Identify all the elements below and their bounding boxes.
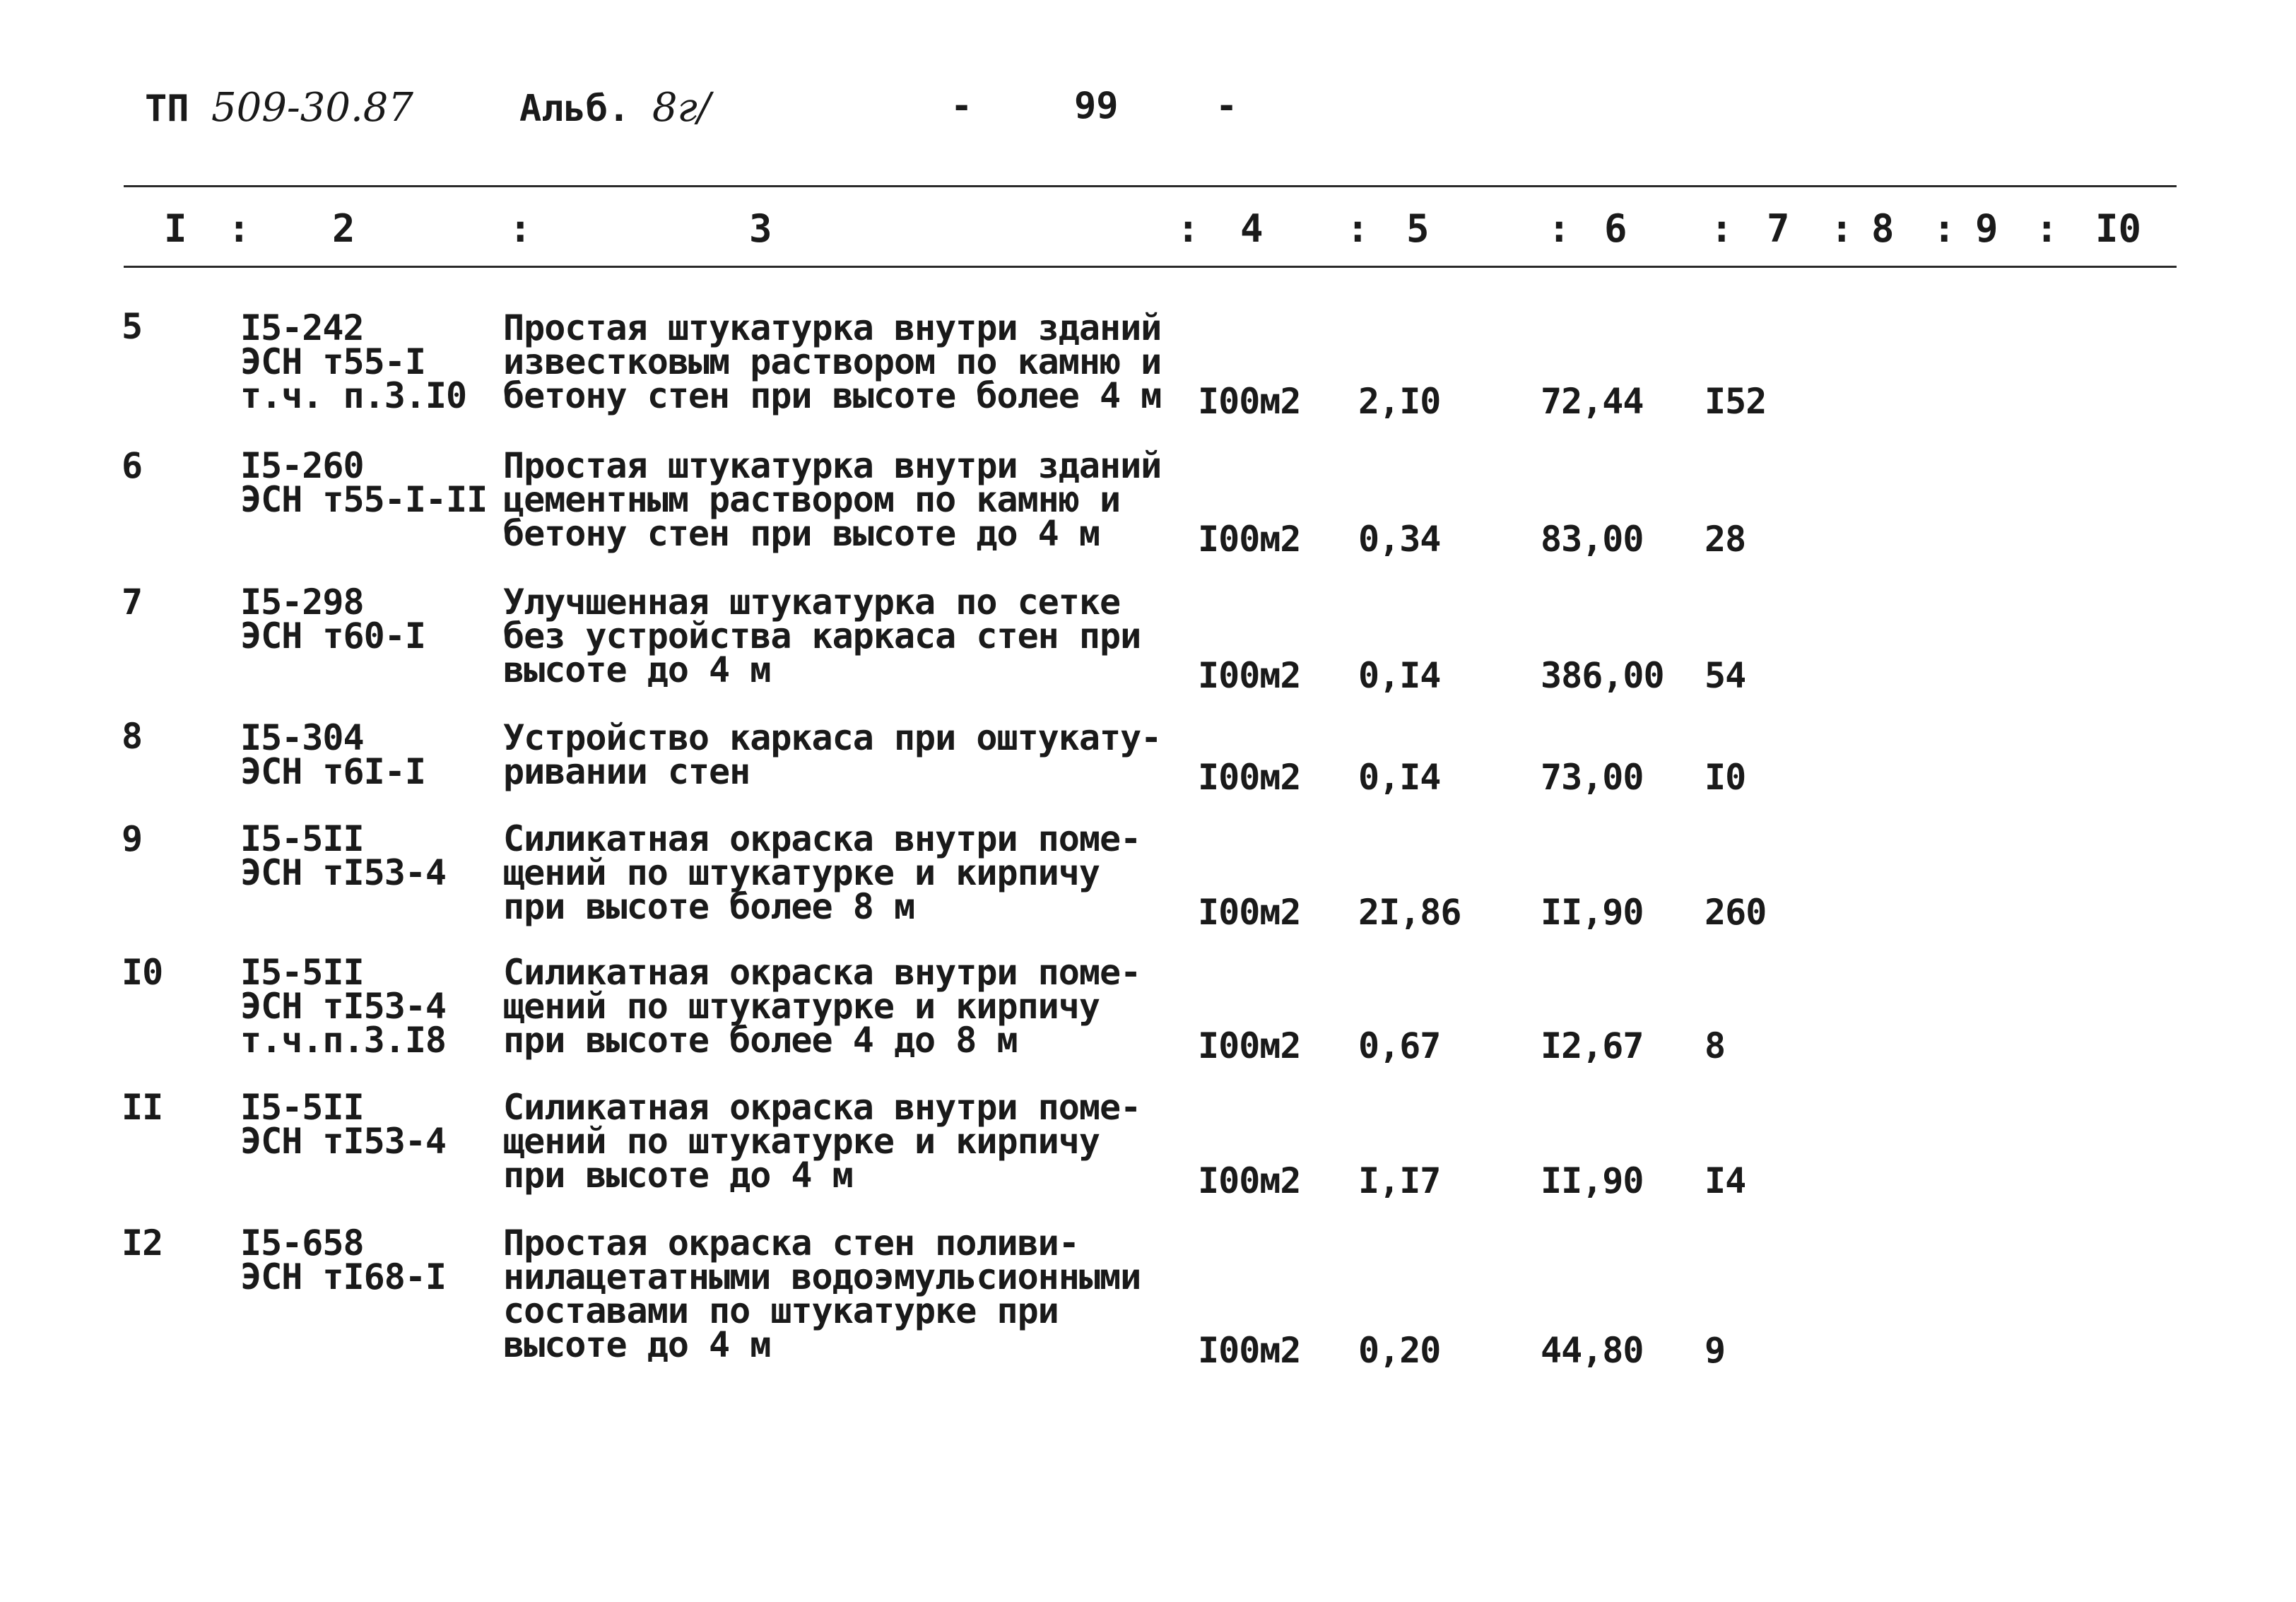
column-header-4: 4 (1240, 206, 1264, 251)
quantity: 0,I4 (1358, 757, 1441, 798)
row-number: II (122, 1087, 163, 1128)
work-description-line: цементным раствором по камню и (503, 479, 1121, 520)
row-number: 7 (122, 582, 143, 623)
total-cost: 260 (1705, 892, 1767, 933)
work-description-line: высоте до 4 м (503, 1324, 771, 1365)
document-number (145, 85, 413, 131)
work-description-line: Простая штукатурка внутри зданий (503, 307, 1162, 348)
unit-price: I2,67 (1541, 1025, 1644, 1066)
column-separator: : (509, 206, 532, 251)
total-cost: 9 (1705, 1330, 1726, 1371)
column-header-7: 7 (1767, 206, 1790, 251)
work-description-line: Устройство каркаса при оштукату- (503, 717, 1162, 758)
table-header-rule (124, 266, 2177, 268)
rate-code-line: ЭСН т6I-I (240, 751, 425, 792)
work-description-line: бетону стен при высоте более 4 м (503, 375, 1162, 416)
row-number: I0 (122, 952, 163, 993)
total-cost: 54 (1705, 655, 1746, 696)
doc-number-handwritten: 509-30.87 (211, 85, 414, 131)
work-description-line: высоте до 4 м (503, 649, 771, 690)
work-description-line: при высоте до 4 м (503, 1155, 853, 1196)
work-description-line: Простая штукатурка внутри зданий (503, 445, 1162, 486)
row-number: 9 (122, 818, 143, 859)
work-description-line: Силикатная окраска внутри поме- (503, 818, 1141, 859)
work-description-line: известковым раствором по камню и (503, 341, 1162, 382)
work-description-line: Силикатная окраска внутри поме- (503, 1087, 1141, 1128)
rate-code-line: ЭСН тI53-4 (240, 852, 447, 893)
row-number: I2 (122, 1223, 163, 1264)
page-dash-left: - (950, 85, 973, 127)
rate-code-line: ЭСН т55-I-II (240, 479, 488, 520)
quantity: 0,67 (1358, 1025, 1441, 1066)
unit-price: II,90 (1541, 1160, 1644, 1201)
rate-code-line: I5-658 (240, 1223, 364, 1264)
rate-code-line: т.ч. п.3.I0 (240, 375, 467, 416)
doc-prefix: ТП (145, 88, 189, 130)
rate-code-line: I5-304 (240, 717, 364, 758)
total-cost: I0 (1705, 757, 1746, 798)
unit-of-measure: I00м2 (1198, 381, 1301, 422)
row-number: 5 (122, 306, 143, 347)
work-description-line: щений по штукатурке и кирпичу (503, 852, 1100, 893)
work-description-line: при высоте более 4 до 8 м (503, 1020, 1018, 1061)
column-header-8: 8 (1871, 206, 1895, 251)
total-cost: 28 (1705, 519, 1746, 560)
table-top-rule (124, 185, 2177, 187)
rate-code-line: ЭСН т60-I (240, 616, 425, 656)
rate-code-line: I5-242 (240, 307, 364, 348)
rate-code-line: I5-260 (240, 445, 364, 486)
rate-code-line: т.ч.п.3.I8 (240, 1020, 447, 1061)
work-description-line: бетону стен при высоте до 4 м (503, 513, 1100, 554)
unit-of-measure: I00м2 (1198, 1025, 1301, 1066)
unit-price: 72,44 (1541, 381, 1644, 422)
album-number-handwritten: 8г/ (652, 85, 711, 131)
quantity: I,I7 (1358, 1160, 1441, 1201)
unit-price: 73,00 (1541, 757, 1644, 798)
quantity: 2I,86 (1358, 892, 1461, 933)
quantity: 0,I4 (1358, 655, 1441, 696)
unit-price: II,90 (1541, 892, 1644, 933)
quantity: 2,I0 (1358, 381, 1441, 422)
column-header-5: 5 (1406, 206, 1430, 251)
rate-code-line: I5-5II (240, 1087, 364, 1128)
total-cost: 8 (1705, 1025, 1726, 1066)
row-number: 6 (122, 445, 143, 486)
album-reference (519, 85, 711, 131)
unit-price: 44,80 (1541, 1330, 1644, 1371)
rate-code-line: I5-5II (240, 818, 364, 859)
album-label: Альб. (519, 88, 630, 130)
work-description-line: Силикатная окраска внутри поме- (503, 952, 1141, 993)
column-separator: : (1177, 206, 1200, 251)
work-description-line: щений по штукатурке и кирпичу (503, 1121, 1100, 1162)
unit-of-measure: I00м2 (1198, 519, 1301, 560)
column-separator: : (1548, 206, 1571, 251)
column-header-9: 9 (1975, 206, 1998, 251)
work-description-line: составами по штукатурке при (503, 1290, 1059, 1331)
rate-code-line: I5-298 (240, 582, 364, 623)
column-separator: : (228, 206, 251, 251)
column-separator: : (1933, 206, 1956, 251)
total-cost: I4 (1705, 1160, 1746, 1201)
page-dash-right: - (1215, 85, 1238, 127)
unit-of-measure: I00м2 (1198, 1330, 1301, 1371)
row-number: 8 (122, 716, 143, 757)
rate-code-line: I5-5II (240, 952, 364, 993)
column-header-10: I0 (2095, 206, 2142, 251)
column-separator: : (2035, 206, 2059, 251)
rate-code-line: ЭСН тI68-I (240, 1256, 447, 1297)
page-number: 99 (1074, 85, 1119, 127)
work-description-line: нилацетатными водоэмульсионными (503, 1256, 1141, 1297)
column-separator: : (1710, 206, 1733, 251)
column-separator: : (1830, 206, 1854, 251)
rate-code-line: ЭСН т55-I (240, 341, 425, 382)
column-header-3: 3 (749, 206, 772, 251)
rate-code-line: ЭСН тI53-4 (240, 1121, 447, 1162)
quantity: 0,34 (1358, 519, 1441, 560)
unit-of-measure: I00м2 (1198, 1160, 1301, 1201)
unit-of-measure: I00м2 (1198, 757, 1301, 798)
quantity: 0,20 (1358, 1330, 1441, 1371)
unit-price: 386,00 (1541, 655, 1664, 696)
work-description-line: Простая окраска стен поливи- (503, 1223, 1079, 1264)
column-header-1: I (164, 206, 187, 251)
unit-price: 83,00 (1541, 519, 1644, 560)
column-separator: : (1346, 206, 1370, 251)
unit-of-measure: I00м2 (1198, 655, 1301, 696)
column-header-6: 6 (1604, 206, 1627, 251)
unit-of-measure: I00м2 (1198, 892, 1301, 933)
work-description-line: Улучшенная штукатурка по сетке (503, 582, 1121, 623)
work-description-line: ривании стен (503, 751, 750, 792)
total-cost: I52 (1705, 381, 1767, 422)
work-description-line: щений по штукатурке и кирпичу (503, 986, 1100, 1027)
rate-code-line: ЭСН тI53-4 (240, 986, 447, 1027)
work-description-line: без устройства каркаса стен при (503, 616, 1141, 656)
work-description-line: при высоте более 8 м (503, 886, 915, 927)
column-header-2: 2 (332, 206, 355, 251)
